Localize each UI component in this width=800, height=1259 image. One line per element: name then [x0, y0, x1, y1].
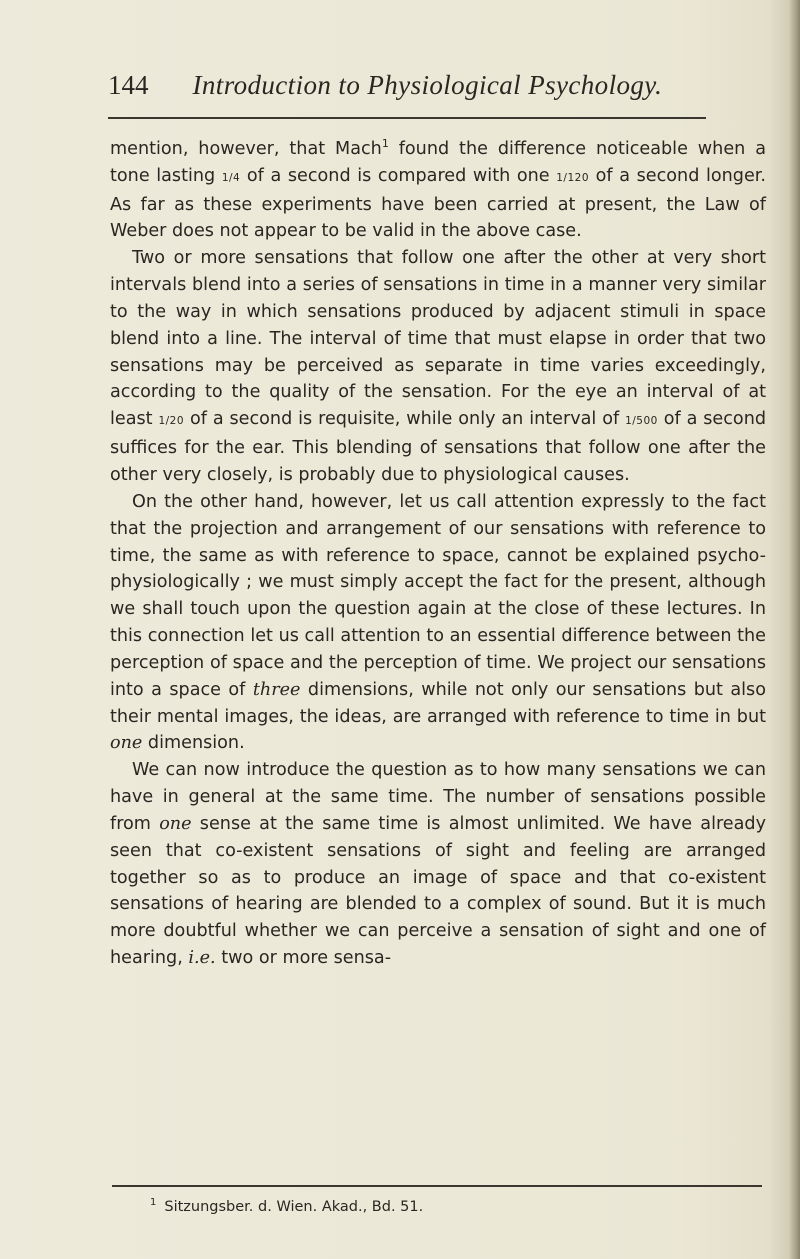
footnote-rule: [112, 1185, 762, 1187]
paragraph-3: On the other hand, however, let us call attention expressly to the fact that the projection and arrangement of our sensations with reference to time, the same as with reference to space, cannot be explained psycho-physiologically ; we must simply accept the fact for the present, although we shall touch upon the question again at the close of these lectures. In this connection let us call attention to an essential difference between the perception of space and the perception of time. We project our sensations into a space of three dimensions, while not only our sensations but also their mental images, the ideas, are arranged with reference to time in but one dimension.: [110, 491, 766, 754]
footnote-mark: 1: [150, 1197, 157, 1208]
page-number: 144: [108, 70, 149, 100]
running-title: Introduction to Physiological Psychology.: [192, 70, 663, 100]
paragraph-1: mention, however, that Mach$^1$ found the difference noticeable when a tone lasting 1/4 of a second is compared with one 1/120 of a second longer. As far as these experiments have been carried at present, the Law of Weber does not appear to be valid in the above case.: [110, 137, 766, 242]
fraction: 1/4: [221, 171, 241, 184]
emphasis: one: [110, 733, 143, 754]
footnote: [150, 1197, 770, 1215]
footnote-text: Sitzungsber. d. Wien. Akad., Bd. 51.: [164, 1198, 424, 1215]
fraction: 1/20: [158, 415, 185, 428]
fraction: 1/120: [556, 171, 589, 184]
header-rule: [108, 117, 706, 119]
paragraph-4: We can now introduce the question as to how many sensations we can have in general at the same time. The number of sensations possible from one sense at the same time is almost unlimited. We have already seen that co-existent sensations of sight and feeling are arranged together so as to produce an image of space and that co-existent sensations of hearing are blended to a complex of sound. But it is much more doubtful whether we can perceive a sensation of sight and one of hearing, i.e. two or more sensa-: [110, 760, 766, 969]
running-header: [108, 70, 758, 110]
emphasis: three: [252, 679, 301, 700]
emphasis: one: [159, 813, 192, 834]
page-edge-shadow: [788, 0, 800, 1259]
emphasis: i.e.: [188, 948, 216, 969]
footnote-reference: 1: [381, 137, 389, 150]
paragraph-2: Two or more sensations that follow one after the other at very short intervals blend into a series of sensations in time in a manner very similar to the way in which sensations produced by adjacent stimuli in space blend into a line. The interval of time that must elapse in order that two sensations may be perceived as separate in time varies exceedingly, according to the quality of the sensation. For the eye an interval of at least 1/20 of a second is requisite, while only an interval of 1/500 of a second suffices for the ear. This blending of sensations that follow one after the other very closely, is probably due to physiological causes.: [110, 248, 767, 485]
body-text: [110, 131, 766, 972]
fraction: 1/500: [625, 415, 658, 428]
